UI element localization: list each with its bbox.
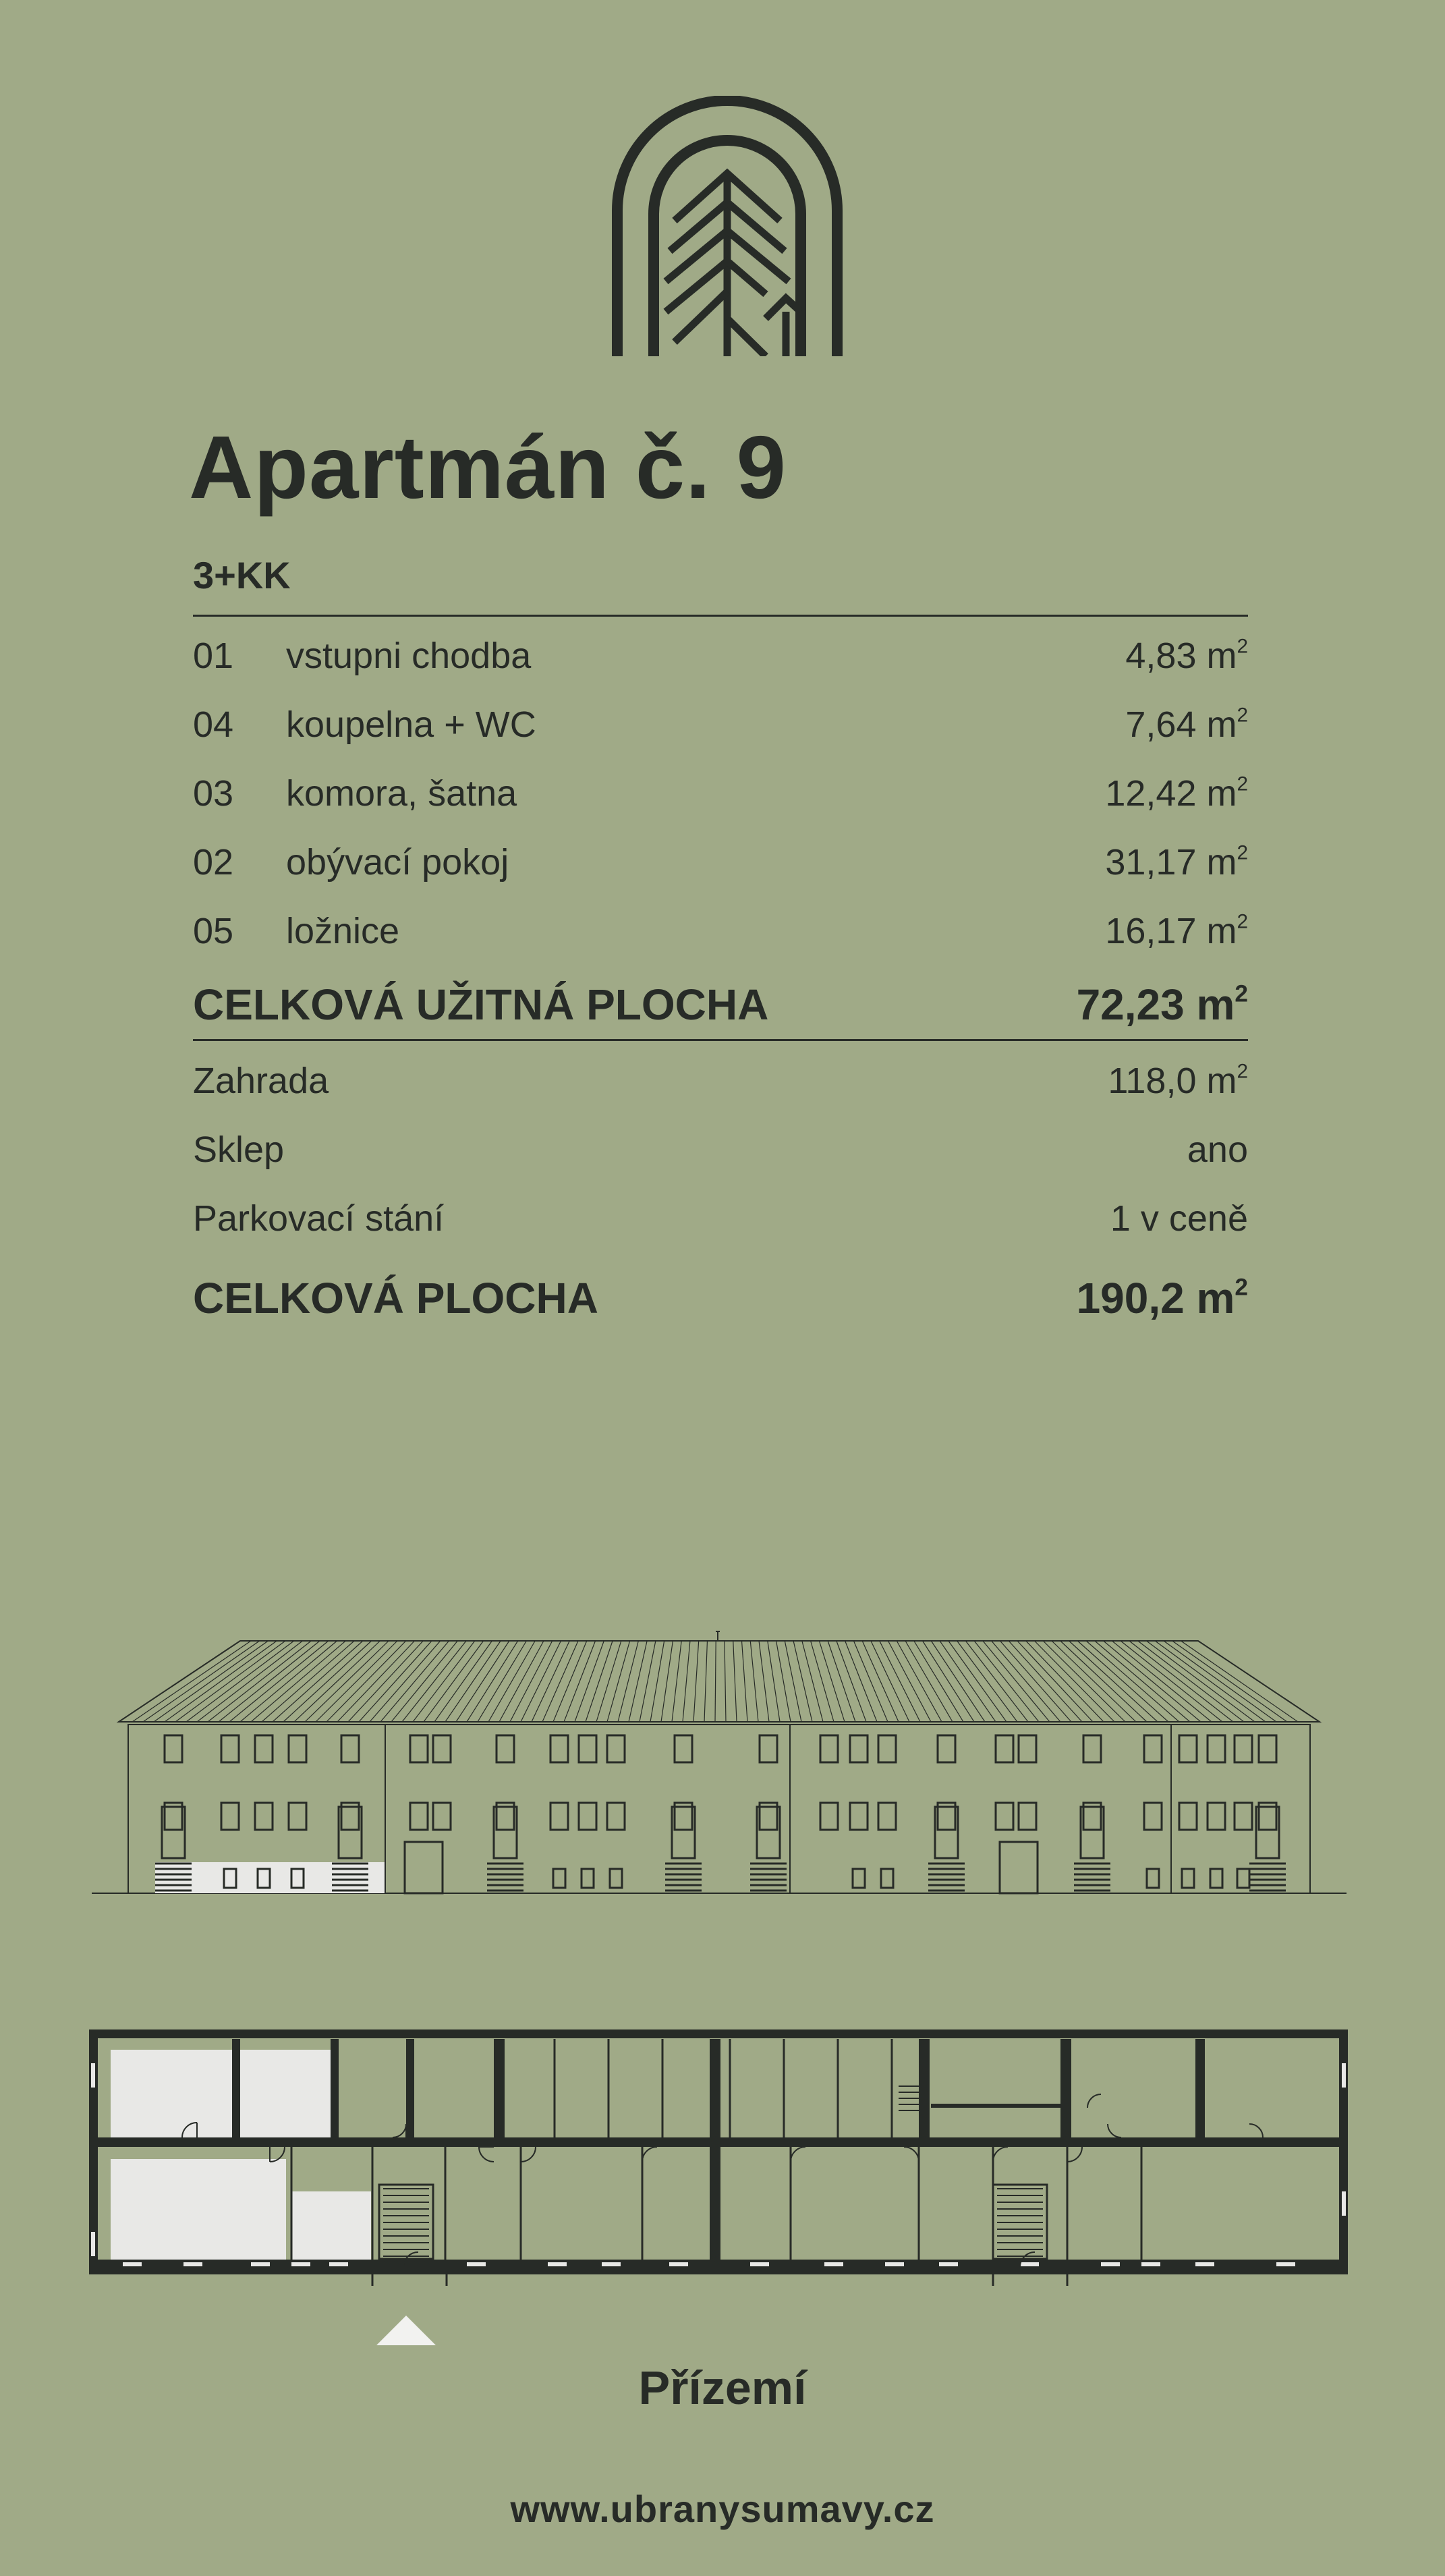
room-row [193, 629, 1248, 683]
room-number: 04 [193, 704, 234, 745]
room-row [193, 698, 1248, 752]
building-elevation-drawing [92, 1626, 1347, 1903]
room-number: 02 [193, 842, 234, 883]
room-area: 4,83 $m^2$ [1125, 635, 1248, 676]
room-name: vstupni chodba [286, 636, 532, 676]
unit-type: 3+KK [193, 554, 291, 596]
room-number: 01 [193, 636, 234, 676]
room-row [193, 904, 1248, 958]
extra-label: Zahrada [193, 1061, 329, 1101]
extra-value: 1 v ceně [1110, 1198, 1248, 1239]
ground-floor-plan-drawing [89, 2029, 1348, 2286]
room-name: koupelna + WC [286, 704, 536, 745]
room-row [193, 835, 1248, 889]
arch-tree-logo-icon [611, 96, 844, 356]
room-area: 16,17 $m^2$ [1105, 910, 1248, 951]
total-area-value: 190,2 $m^2$ [1076, 1274, 1248, 1322]
extra-label: Parkovací stání [193, 1198, 445, 1239]
room-name: komora, šatna [286, 773, 517, 814]
usable-area-value: 72,23 $m^2$ [1076, 980, 1248, 1029]
website-url[interactable]: www.ubranysumavy.cz [510, 2488, 935, 2530]
room-name: ložnice [286, 911, 400, 951]
extra-value: 118,0 $m^2$ [1108, 1060, 1248, 1101]
extra-value: ano [1187, 1129, 1248, 1170]
divider [193, 615, 1248, 617]
triangle-marker-icon [376, 2316, 436, 2345]
extra-row [193, 1123, 1248, 1177]
room-area: 12,42 $m^2$ [1105, 773, 1248, 814]
extra-row [193, 1054, 1248, 1108]
divider [193, 1039, 1248, 1041]
total-area [193, 1271, 1248, 1325]
room-area: 31,17 $m^2$ [1105, 841, 1248, 883]
room-number: 03 [193, 773, 234, 814]
extra-label: Sklep [193, 1129, 285, 1170]
floor-label: Přízemí [638, 2361, 807, 2414]
usable-area-total [193, 978, 1248, 1032]
room-area: 7,64 $m^2$ [1125, 704, 1248, 745]
room-name: obývací pokoj [286, 842, 509, 883]
total-area-label: CELKOVÁ PLOCHA [193, 1274, 598, 1322]
apartment-title: Apartmán č. 9 [189, 418, 787, 517]
room-number: 05 [193, 911, 234, 951]
usable-area-label: CELKOVÁ UŽITNÁ PLOCHA [193, 980, 769, 1029]
extra-row [193, 1192, 1248, 1245]
room-row [193, 766, 1248, 820]
